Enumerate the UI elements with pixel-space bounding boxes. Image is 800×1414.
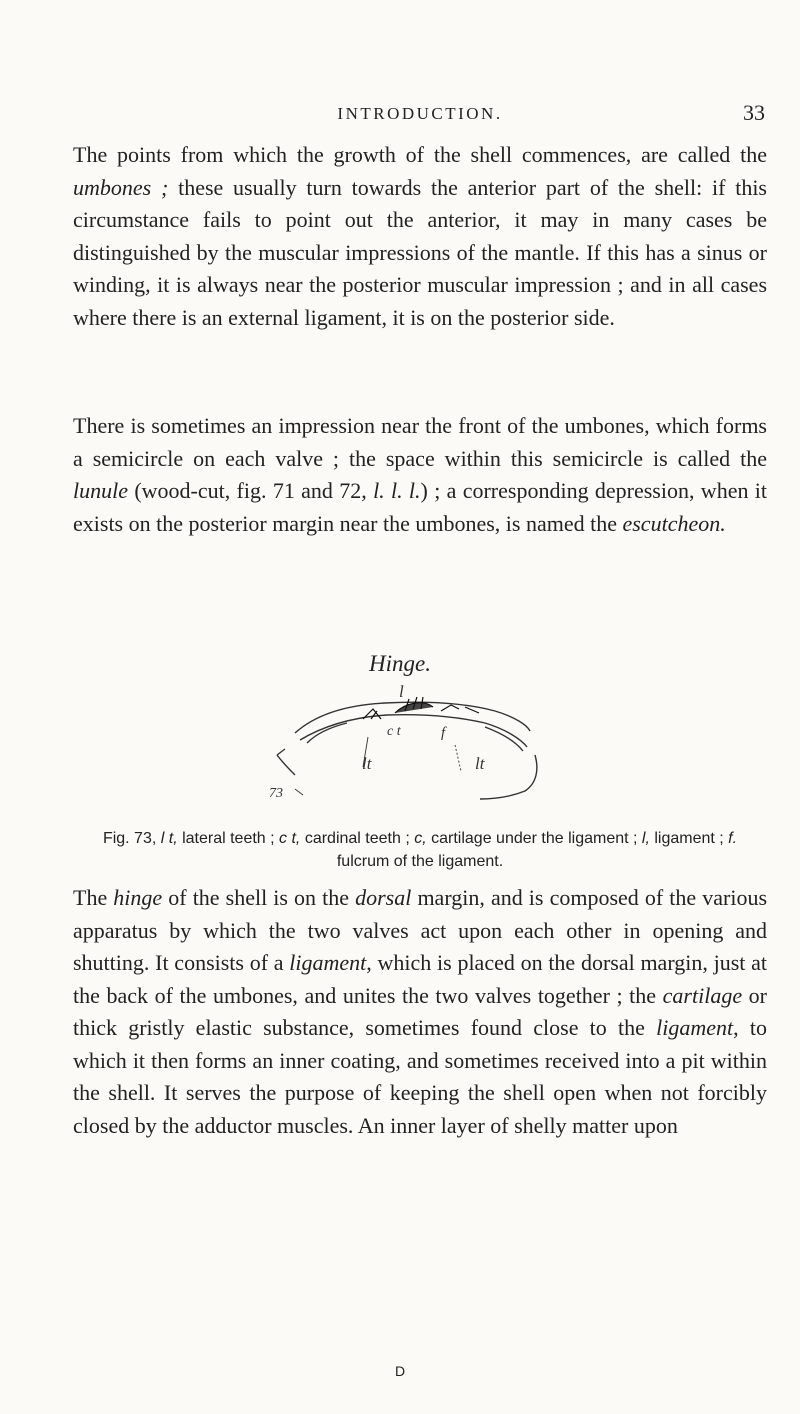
paragraph-umbones bbox=[73, 139, 767, 334]
paragraph-lunule bbox=[73, 410, 767, 540]
caption-fig-ref: Fig. 73, bbox=[102, 830, 157, 847]
hinge-illustration bbox=[255, 685, 555, 825]
caption-text: cartilage under the ligament ; bbox=[426, 830, 642, 847]
figure-caption bbox=[100, 827, 740, 873]
term-dorsal: dorsal bbox=[355, 885, 412, 910]
text: (wood-cut, fig. 71 and 72, bbox=[128, 478, 374, 503]
label-f: f bbox=[441, 725, 446, 741]
label-ct: c t bbox=[387, 724, 401, 739]
label-lt-right: lt bbox=[475, 754, 485, 773]
caption-ct: c t, bbox=[279, 830, 301, 847]
term-ligament: ligament bbox=[656, 1015, 734, 1040]
figure-ref-lll: l. l. l. bbox=[373, 478, 421, 503]
caption-text: ligament ; bbox=[649, 830, 729, 847]
text: There is sometimes an impression near the front of the umbones, which forms a semicircle on each valve ; the space within this semicircle is called the bbox=[73, 413, 767, 471]
text: The bbox=[73, 885, 114, 910]
text: these usually turn towards the anterior part of the shell: if this circumstance fails to point out the anterior, it may in many cases be distinguished by the muscular impressions of the mantle. If this has a sinus or winding, it is always near the posterior muscular impression ; and in all cases where there is an external ligament, it is on the posterior side. bbox=[73, 174, 767, 330]
text: or thick gristly elastic substance, sometimes found close to the bbox=[73, 982, 768, 1040]
term-lunule: lunule bbox=[73, 478, 128, 503]
left-margin bbox=[277, 755, 295, 775]
label-lt-left: lt bbox=[362, 754, 372, 773]
text: margin, and is composed of the various apparatus by which the two valves act upon each other in opening and shutting. It consists of a bbox=[73, 885, 767, 975]
figure-heading: Hinge. bbox=[369, 651, 431, 676]
text: The points from which the growth of the shell commences, are called the bbox=[73, 142, 767, 167]
caption-l: l, bbox=[641, 830, 650, 847]
caption-text: lateral teeth ; bbox=[177, 830, 280, 847]
text: ) ; a corresponding depression, when it exists on the posterior margin near the umbones, is named the bbox=[73, 478, 768, 536]
left-corner bbox=[277, 749, 285, 755]
label-l: l bbox=[399, 685, 404, 701]
text: , to which it then forms an inner coating, and sometimes received into a pit within the shell. It serves the purpose of keeping the shell open when not forcibly closed by the adductor muscles. An inner layer of shelly matter upon bbox=[73, 1015, 767, 1138]
signature-mark: D bbox=[394, 1363, 406, 1379]
text: of the shell is on the bbox=[162, 885, 356, 910]
caption-c: c, bbox=[414, 830, 427, 847]
caption-text: cardinal teeth ; bbox=[300, 830, 415, 847]
page-header bbox=[75, 98, 765, 138]
caption-text: fulcrum of the ligament. bbox=[336, 853, 504, 870]
right-margin bbox=[480, 755, 537, 799]
caption-f: f. bbox=[728, 830, 738, 847]
figure-number: 73 bbox=[269, 786, 283, 801]
page-number: 33 bbox=[743, 100, 765, 125]
term-umbones: umbones ; bbox=[73, 174, 169, 200]
term-cartilage: cartilage bbox=[662, 982, 743, 1008]
caption-lt: l t, bbox=[160, 830, 178, 847]
term-escutcheon: escutcheon. bbox=[622, 510, 726, 536]
running-title: INTRODUCTION. bbox=[337, 104, 503, 123]
paragraph-hinge bbox=[73, 882, 767, 1142]
term-ligament: ligament bbox=[289, 950, 367, 975]
leader-line bbox=[455, 745, 461, 771]
term-hinge: hinge bbox=[113, 885, 163, 910]
fig-tick bbox=[295, 789, 303, 795]
text: , which is placed on the dorsal margin, just at the back of the umbones, and unites the two valves together ; the bbox=[73, 950, 767, 1008]
